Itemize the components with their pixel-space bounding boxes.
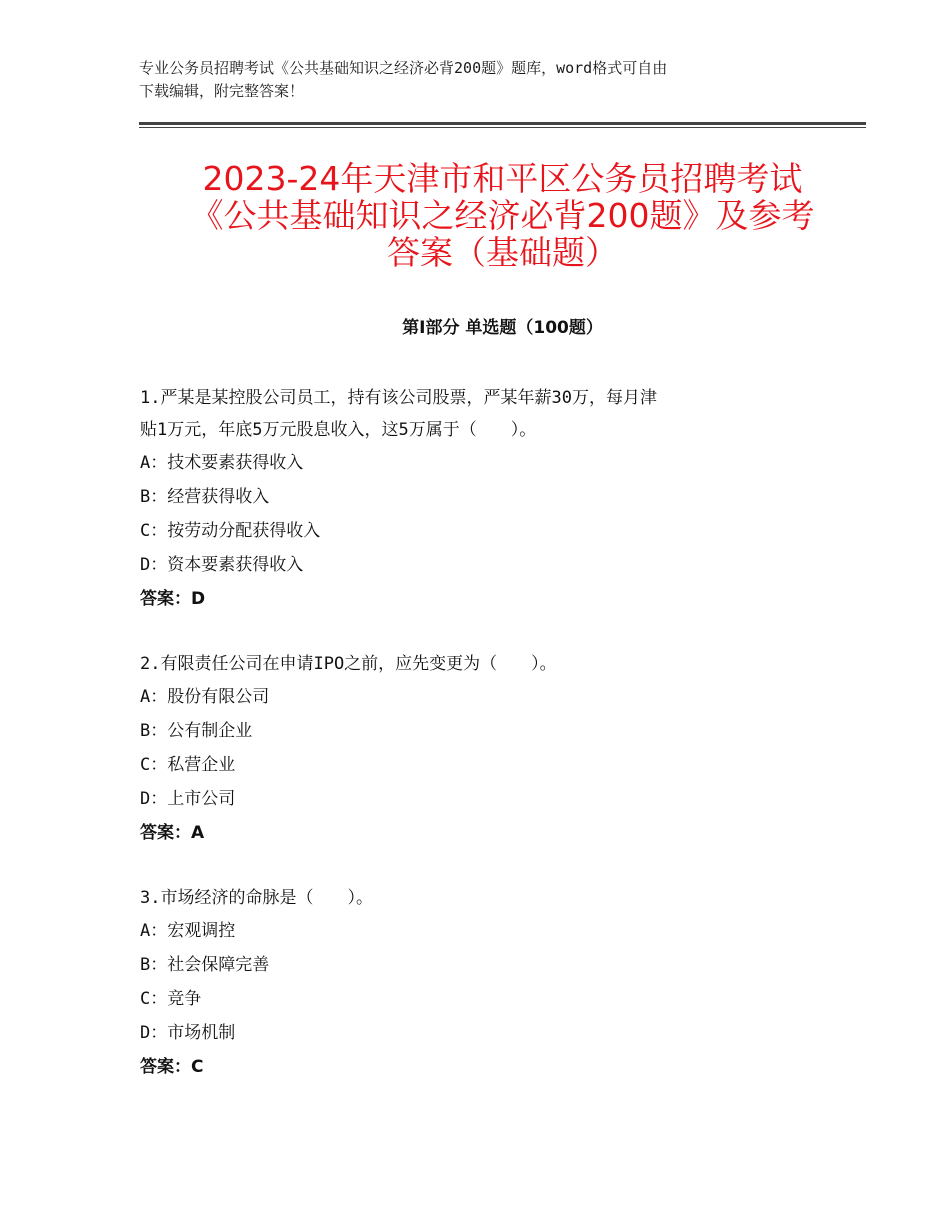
option-c: C：私营企业 [140, 755, 236, 775]
section-heading: 第Ⅰ部分 单选题（100题） [402, 318, 603, 338]
option-a: A：股份有限公司 [140, 687, 270, 707]
option-a: A：技术要素获得收入 [140, 453, 304, 473]
question-stem: 3.市场经济的命脉是（ ）。 [140, 888, 373, 908]
question-list [140, 382, 810, 1116]
header-note: 专业公务员招聘考试《公共基础知识之经济必背200题》题库，word格式可自由 下载编辑，附完整答案！ [139, 59, 668, 100]
document-title [120, 160, 885, 271]
answer: 答案：A [140, 823, 205, 843]
option-c: C：竞争 [140, 989, 202, 1009]
question-stem: 2.有限责任公司在申请IPO之前，应先变更为（ ）。 [140, 654, 557, 674]
header-divider-thick [139, 122, 866, 125]
title-line-2: 《公共基础知识之经济必背200题》及参考 [190, 196, 815, 235]
question-2 [140, 648, 810, 850]
option-a: A：宏观调控 [140, 921, 236, 941]
question-3 [140, 882, 810, 1084]
question-1 [140, 382, 810, 616]
option-d: D：资本要素获得收入 [140, 555, 304, 575]
title-line-1: 2023-24年天津市和平区公务员招聘考试 [202, 159, 803, 198]
title-line-3: 答案（基础题） [387, 233, 618, 272]
header-divider-thin [139, 127, 866, 128]
option-b: B：公有制企业 [140, 721, 253, 741]
option-b: B：社会保障完善 [140, 955, 270, 975]
option-c: C：按劳动分配获得收入 [140, 521, 321, 541]
option-d: D：上市公司 [140, 789, 236, 809]
option-b: B：经营获得收入 [140, 487, 270, 507]
question-stem: 1.严某是某控股公司员工，持有该公司股票，严某年薪30万，每月津 [140, 388, 657, 408]
option-d: D：市场机制 [140, 1023, 236, 1043]
answer: 答案：D [140, 589, 206, 609]
answer: 答案：C [140, 1057, 204, 1077]
question-stem-continued: 贴1万元，年底5万元股息收入，这5万属于（ ）。 [140, 420, 537, 440]
